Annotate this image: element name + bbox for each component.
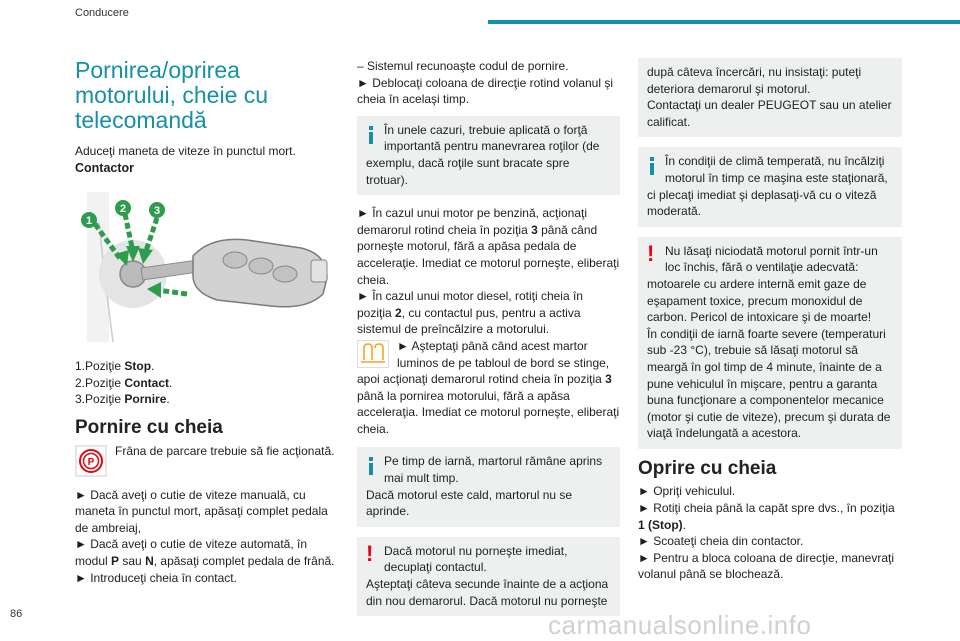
position-start-prefix: 3.Poziţie (75, 392, 125, 407)
info-winter-text: Pe timp de iarnă, martorul rămâne aprins mai mult timp. (384, 454, 603, 486)
contactor-heading: Contactor (75, 160, 135, 175)
position-stop-name: Stop (124, 359, 152, 374)
stop-vehicle-text: ► Opriţi vehiculul. (638, 484, 736, 499)
column-1 (75, 58, 337, 586)
parking-brake-text: Frâna de parcare trebuie să fie acţionată. (115, 443, 335, 458)
warning-box-continued (638, 58, 902, 137)
warning-icon: ! (366, 540, 374, 566)
column-2 (357, 58, 620, 616)
start-with-key-heading: Pornire cu cheia (75, 416, 223, 438)
warning-continued-text: după câteva încercări, nu insistaţi: puteţi deteriora demarorul şi motorul. (647, 65, 862, 96)
preheat-wait-text (357, 338, 620, 438)
info-box-winter (357, 447, 620, 526)
turn-key-stop-position: 1 (Stop) (638, 517, 683, 532)
info-box-steering (357, 116, 620, 195)
wait-position: 3 (605, 372, 612, 387)
page-number: 86 (10, 608, 23, 620)
wait-text-b: până la pornirea motorului, fără a apăsa acceleraţia. Imediat ce motorul porneşte, eliberaţi cheia. (357, 388, 620, 436)
ignition-diagram-svg (75, 182, 345, 352)
info-box-temperate (638, 147, 902, 226)
intro-text: Aduceţi maneta de viteze în punctul mort. (75, 144, 296, 158)
warning-ventilation-text: Nu lăsaţi niciodată motorul pornit într-un loc închis, fără o ventilaţie adecvată: motoarele cu ardere internă emit gaze de eşapament toxice, precum monoxidul de carbon. Pericol de intoxicare şi de moarte! (647, 243, 878, 325)
warning-severe-winter-text: În condiţii de iarnă foarte severe (temperaturi sub -23 °C), trebuie să lăsaţi motorul să meargă în gol timp de 4 minute, înainte de a pune vehiculul în mişcare, pentru a garanta buna funcţionare a componentelor mecanice (motor şi cutie de viteze), precum şi durata de viaţă îndelungată a acestora. (647, 326, 891, 441)
header-accent-bar (488, 20, 960, 24)
petrol-position: 3 (531, 222, 538, 237)
info-warm-engine-text: Dacă motorul este cald, martorul nu se aprinde. (366, 487, 573, 519)
column-3 (638, 58, 902, 583)
warning-no-start-text: Dacă motorul nu porneşte imediat, decuplaţi contactul. (384, 543, 568, 575)
lock-steering-text: ► Pentru a bloca coloana de direcţie, manevraţi volanul până se blochează. (638, 550, 895, 582)
page-title: Pornirea/oprirea motorului, cheie cu telecomandă (75, 57, 269, 133)
info-icon (647, 157, 657, 175)
warning-wait-text: Aşteptaţi câteva secunde înainte de a acţiona din nou demarorul. Dacă motorul nu porneşte (366, 577, 609, 608)
parking-brake-note (75, 443, 337, 477)
petrol-text-a: ► În cazul unui motor pe benzină, acţionaţi demarorul rotind cheia în poziţia (357, 206, 588, 237)
position-1-label: 1 (85, 215, 93, 228)
diesel-position: 2 (395, 305, 402, 320)
position-stop-suffix: . (151, 359, 155, 374)
insert-key-text: ► Introduceţi cheia în contact. (75, 570, 237, 585)
preheat-wait-block (357, 338, 620, 438)
preheating-lamp-icon (357, 340, 389, 368)
warning-icon: ! (647, 240, 655, 266)
turn-key-text-c: . (682, 517, 687, 532)
section-header: Conducere (75, 7, 129, 19)
diesel-text-b: , cu contactul pus, pentru a activa sistemul de preîncălzire a motorului. (357, 305, 581, 337)
position-start-name: Pornire (124, 392, 167, 407)
remove-key-text: ► Scoateţi cheia din contactor. (638, 534, 804, 549)
position-stop-prefix: 1.Poziţie (75, 359, 125, 374)
parking-brake-icon (75, 445, 107, 477)
auto-text-c: , apăsaţi complet pedala de frână. (153, 553, 335, 568)
auto-mode-n: N (145, 553, 154, 568)
position-contact-prefix: 2.Poziţie (75, 375, 125, 390)
diesel-start-text (357, 288, 620, 338)
ignition-key-illustration (75, 182, 345, 352)
position-2-label: 2 (119, 203, 127, 216)
auto-text-a: ► Dacă aveţi o cutie de viteze automată, în modul (75, 537, 308, 568)
unlock-steering-text: ► Deblocaţi coloana de direcţie rotind volanul şi cheia în acelaşi timp. (357, 75, 614, 107)
position-stop (75, 358, 337, 375)
watermark: carmanualsonline.info (548, 610, 812, 640)
turn-key-stop-text (638, 500, 902, 533)
position-start-suffix: . (166, 392, 170, 407)
warning-box-ventilation (638, 237, 902, 449)
wait-text-a: ► Aşteptaţi până când acest martor luminos de pe tabloul de bord se stinge, apoi acţionaţi demarorul rotind cheia în poziţia (357, 338, 610, 387)
stop-with-key-heading: Oprire cu cheia (638, 457, 777, 479)
info-icon (366, 457, 376, 475)
diesel-text-a: ► În cazul unui motor diesel, rotiţi cheia în poziţia (357, 289, 583, 320)
position-contact (75, 375, 337, 392)
info-temperate-text: În condiţii de climă temperată, nu încălziţi motorul în timp ce maşina este staţionară, ci plecaţi imediat şi deplasaţi-vă cu o viteză moderată. (647, 154, 888, 219)
position-contact-suffix: . (169, 375, 173, 390)
position-start (75, 391, 337, 408)
petrol-text-b: până când porneşte motorul, fără a apăsa pedala de acceleraţie. Imediat ce motorul porneşte, eliberaţi cheia. (357, 222, 620, 287)
info-icon (366, 126, 376, 144)
warning-box-no-start (357, 537, 620, 616)
position-3-label: 3 (153, 205, 161, 218)
svg-text:P: P (87, 456, 95, 468)
position-contact-name: Contact (124, 375, 170, 390)
turn-key-text-a: ► Rotiţi cheia până la capăt spre dvs., în poziţia (638, 501, 895, 516)
automatic-gearbox-text (75, 536, 337, 569)
auto-text-b: sau (119, 553, 146, 568)
info-steering-text: În unele cazuri, trebuie aplicată o forţă importantă pentru manevrarea roţilor (de exemplu, dacă roţile sunt bracate spre trotuar). (366, 122, 600, 187)
code-recognition-text: – Sistemul recunoaşte codul de pornire. (357, 59, 569, 73)
contact-dealer-text: Contactaţi un dealer PEUGEOT sau un atelier calificat. (647, 98, 892, 129)
petrol-start-text (357, 205, 620, 288)
auto-mode-p: P (111, 553, 120, 568)
manual-gearbox-text: ► Dacă aveţi o cutie de viteze manuală, cu maneta în punctul mort, apăsaţi complet pedala de ambreiaj, (75, 487, 328, 535)
